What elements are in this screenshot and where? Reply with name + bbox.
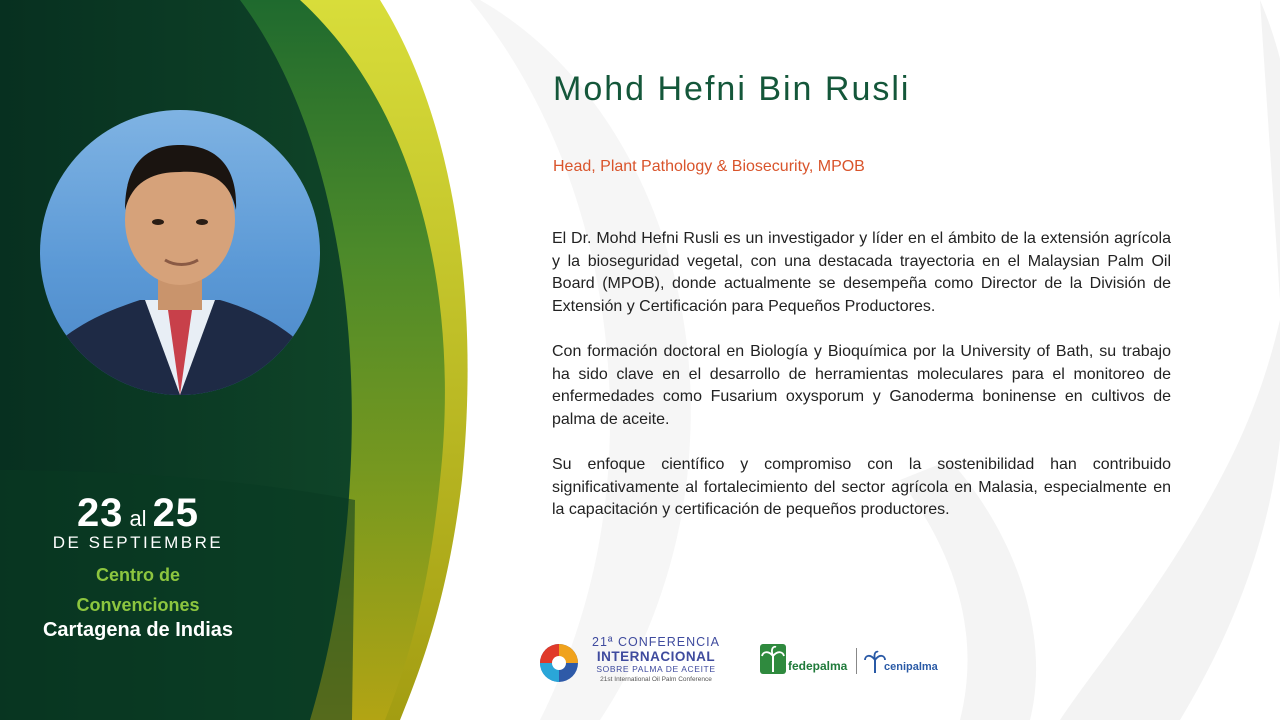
speaker-role: Head, Plant Pathology & Biosecurity, MPOB bbox=[553, 158, 865, 175]
venue-line-2: Convenciones bbox=[76, 595, 200, 615]
end-day: 25 bbox=[152, 491, 200, 535]
cenipalma-palm-icon bbox=[864, 650, 886, 674]
conference-line-4: 21st International Oil Palm Conference bbox=[600, 675, 712, 683]
logo-divider bbox=[856, 648, 857, 674]
conference-logo bbox=[538, 634, 738, 688]
fedepalma-palm-icon bbox=[760, 644, 786, 674]
conference-line-2: INTERNACIONAL bbox=[596, 648, 716, 664]
bio-paragraph: El Dr. Mohd Hefni Rusli es un investigador y líder en el ámbito de la extensión agrícola y la bioseguridad vegetal, con una destacada trayectoria en el Malaysian Palm Oil Board (MPOB), donde actualmente se desempeña como Director de la División de Extensión y Certificación para Pequeños Productores. bbox=[552, 230, 1171, 315]
event-city: Cartagena de Indias bbox=[42, 619, 234, 641]
speaker-bio bbox=[552, 228, 1171, 545]
venue-line-1: Centro de bbox=[95, 565, 180, 585]
bio-paragraph: Con formación doctoral en Biología y Bioquímica por la University of Bath, su trabajo ha sido clave en el desarrollo de herramientas moleculares para el monitoreo de enfermedades como Fusarium oxysporum y Ganoderma boninense en cultivos de palma de aceite. bbox=[552, 343, 1171, 428]
partner-logos bbox=[760, 644, 940, 678]
conference-logo-icon bbox=[538, 642, 580, 684]
start-day: 23 bbox=[76, 491, 124, 535]
conference-line-3: SOBRE PALMA DE ACEITE bbox=[596, 664, 716, 674]
date-separator: al bbox=[129, 506, 147, 531]
event-month: DE SEPTIEMBRE bbox=[52, 533, 224, 552]
conference-line-1: 21ª CONFERENCIA bbox=[592, 635, 720, 649]
event-date-block bbox=[0, 490, 276, 642]
speaker-photo bbox=[40, 110, 320, 395]
bio-paragraph: Su enfoque científico y compromiso con la sostenibilidad han contribuido significativamente al fortalecimiento del sector agrícola en Malasia, especialmente en la capacitación y certificación de pequeños productores. bbox=[552, 456, 1171, 518]
cenipalma-logo-text: cenipalma bbox=[884, 661, 938, 673]
fedepalma-logo-text: fedepalma bbox=[788, 659, 848, 673]
speaker-name: Mohd Hefni Bin Rusli bbox=[553, 70, 911, 108]
